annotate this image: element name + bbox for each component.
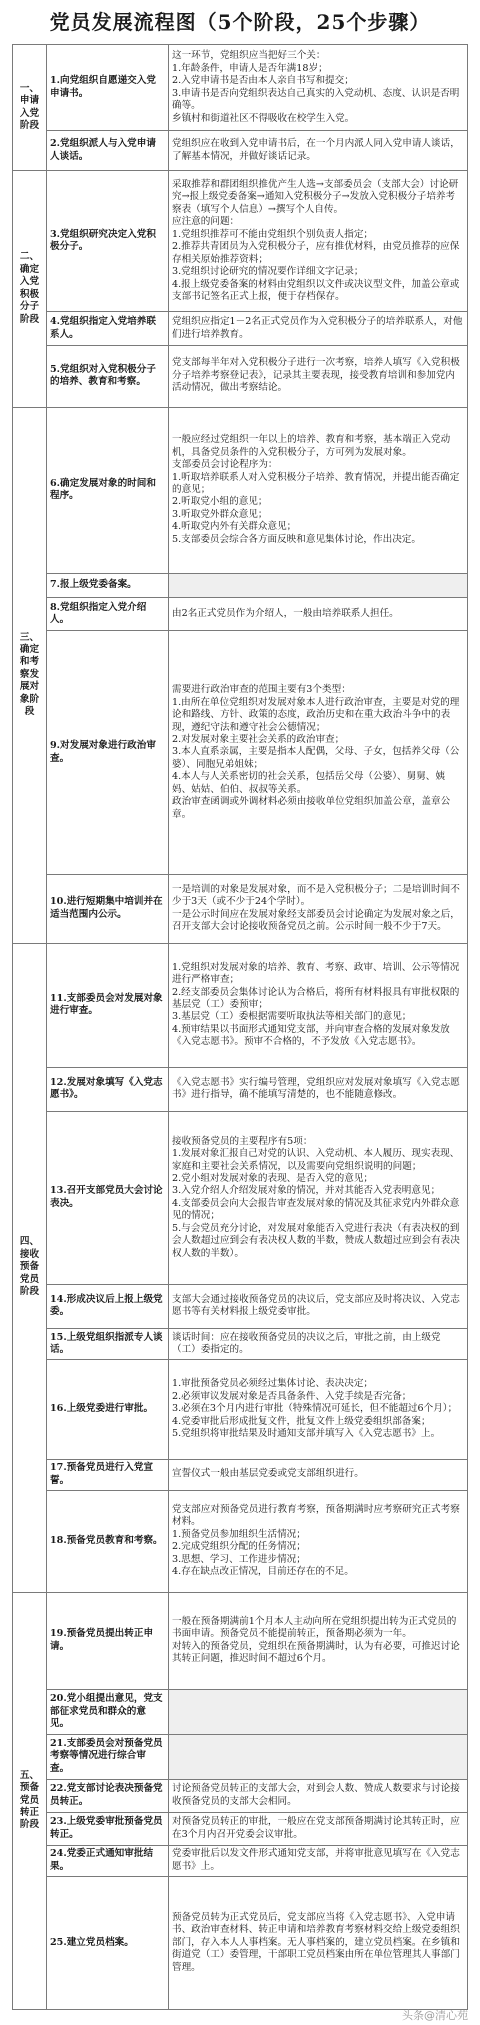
step-label: 2.党组织派人与入党申请人谈话。	[47, 131, 169, 171]
document-title: 党员发展流程图（5个阶段，25个步骤）	[49, 10, 431, 34]
detail-line: 政治审查函调或外调材料必须由接收单位党组织加盖公章，盖章公章。	[172, 796, 451, 820]
detail-line: 2.入党申请书是否由本人亲自书写和提交；	[172, 75, 354, 87]
flow-row	[13, 1067, 468, 1111]
step-detail	[169, 1360, 468, 1460]
step-label: 7.报上级党委备案。	[47, 573, 169, 597]
step-detail	[169, 1845, 468, 1876]
flow-row	[13, 1329, 468, 1360]
detail-line: 1.党组织对发展对象的培养、教育、考察、政审、培训、公示等情况进行严格审查；	[172, 961, 460, 986]
detail-line: 对转入的预备党员，党组织在预备期满时，认为有必要，可推迟讨论其转正问题，推迟时间不超过6个月。	[172, 1640, 460, 1665]
flow-row	[13, 943, 468, 1067]
step-detail	[169, 1067, 468, 1111]
flow-row	[13, 1845, 468, 1876]
stage-label: 五、预备党员转正阶段	[13, 1592, 47, 2009]
step-detail	[169, 1112, 468, 1285]
detail-line: 《入党志愿书》实行编号管理，党组织应对发展对象填写《入党志愿书》进行指导，确不能填写清楚的，也不能随意修改。	[172, 1076, 460, 1101]
step-label: 15.上级党组织指派专人谈话。	[47, 1329, 169, 1360]
flow-row	[13, 1779, 468, 1812]
detail-line: 5.支部委员会综合各方面反映和意见集体讨论，作出决定。	[172, 533, 421, 545]
step-label: 20.党小组提出意见，党支部征求党员和群众的意见。	[47, 1690, 169, 1735]
step-label: 17.预备党员进行入党宣誓。	[47, 1459, 169, 1490]
step-detail	[169, 1690, 468, 1735]
step-label: 13.召开支部党员大会讨论表决。	[47, 1112, 169, 1285]
detail-line: 4.支部委员会向大会报告审查发展对象的情况及其征求党内外群众意见的情况；	[172, 1197, 460, 1222]
step-label: 9.对发展对象进行政治审查。	[47, 631, 169, 875]
detail-line: 党组织应指定1－2名正式党员作为入党积极分子的培养联系人，对他们进行培养教育。	[172, 316, 463, 340]
step-label: 21.支部委员会对预备党员考察等情况进行综合审查。	[47, 1734, 169, 1779]
detail-line: 应注意的问题：	[172, 216, 240, 228]
step-detail	[169, 1490, 468, 1592]
flow-row	[13, 1360, 468, 1460]
flow-row	[13, 45, 468, 131]
detail-line: 2.经支部委员会集体讨论认为合格后，将所有材料报具有审批权限的基层党（工）委预审；	[172, 986, 460, 1010]
detail-line: 2.必须审议发展对象是否具备条件、入党手续是否完备；	[172, 1390, 412, 1402]
detail-line: 1.由所在单位党组织对发展对象本人进行政治审查，主要是对党的理论和路线、方针、政策的态度，政治历史和在重大政治斗争中的表现，遵纪守法和遵守社会公德情况；	[172, 696, 460, 733]
detail-line: 2.党小组对发展对象的表现、是否入党的意见；	[172, 1173, 374, 1184]
detail-line: 采取推荐和群团组织推优产生人选→支部委员会（支部大会）讨论研究→报上级党委备案→通知入党积极分子→发放入党积极分子培养考察表（填写个人信息）→撰写个人自传。	[172, 178, 459, 215]
detail-line: 支部大会通过接收预备党员的决议后，党支部应及时将决议、入党志愿书等有关材料报上级党委审批。	[172, 1294, 460, 1318]
detail-line: 4.存在缺点改正情况，目前还存在的不足。	[172, 1566, 354, 1578]
step-label: 4.党组织指定入党培养联系人。	[47, 312, 169, 345]
detail-line: 对预备党员转正的审批，一般应在党支部预备期满讨论其转正时，应在3个月内召开党委会议审批。	[172, 1816, 460, 1840]
detail-line: 2.听取党小组的意见；	[172, 496, 268, 508]
step-detail	[169, 1779, 468, 1812]
step-detail	[169, 631, 468, 875]
step-detail	[169, 598, 468, 631]
detail-line: 3.思想、学习、工作进步情况；	[172, 1553, 306, 1565]
step-label: 8.党组织指定入党介绍人。	[47, 598, 169, 631]
step-detail	[169, 1812, 468, 1845]
detail-line: 讨论预备党员转正的支部大会，对到会人数、赞成人数要求与讨论接收预备党员的支部大会相同。	[172, 1783, 460, 1807]
detail-line: 乡镇村和街道社区不得吸收在校学生入党。	[172, 112, 355, 124]
detail-line: 一般在预备期满前1个月本人主动向所在党组织提出转为正式党员的书面申请。预备党员不能提前转正，预备期必须为一年。	[172, 1615, 457, 1640]
step-label: 12.发展对象填写《入党志愿书》。	[47, 1067, 169, 1111]
detail-line: 5.党组织将审批结果及时通知支部并填写入《入党志愿书》上。	[172, 1428, 441, 1440]
detail-line: 支部委员会讨论程序为：	[172, 459, 278, 471]
step-detail	[169, 45, 468, 131]
detail-line: 3.入党介绍人介绍发展对象的情况，并对其能否入党表明意见；	[172, 1185, 441, 1197]
flow-row	[13, 171, 468, 312]
flow-row	[13, 1284, 468, 1328]
detail-line: 4.听取党内外有关群众意见；	[172, 521, 297, 533]
step-label: 23.上级党委审批预备党员转正。	[47, 1812, 169, 1845]
step-label: 11.支部委员会对发展对象进行审查。	[47, 943, 169, 1067]
step-label: 5.党组织对入党积极分子的培养、教育和考察。	[47, 345, 169, 407]
detail-line: 接收预备党员的主要程序有5项：	[172, 1135, 313, 1147]
flow-row	[13, 631, 468, 875]
stage-label: 一、申请入党阶段	[13, 45, 47, 171]
flow-row	[13, 1592, 468, 1689]
detail-line: 5.与会党员充分讨论，对发展对象能否入党进行表决（有表决权的到会人数超过应到会有表决权人数的半数，赞成人数超过应到会有表决权人数的半数）。	[172, 1222, 460, 1259]
detail-line: 党支部每半年对入党积极分子进行一次考察，培养人填写《入党积极分子培养考察登记表》，记录其主要表现，接受教育培训和参加党内活动情况，做出考察结论。	[172, 357, 460, 394]
step-detail	[169, 407, 468, 573]
step-label: 3.党组织研究决定入党积极分子。	[47, 171, 169, 312]
detail-line: 3.本人直系亲属，主要是指本人配偶，父母、子女，包括养父母（公婆）、同胞兄弟姐妹；	[172, 746, 460, 770]
step-label: 24.党委正式通知审批结果。	[47, 1845, 169, 1876]
flow-row	[13, 407, 468, 573]
flow-row	[13, 1459, 468, 1490]
detail-line: 党组织应在收到入党申请书后，在一个月内派人同入党申请人谈话，了解基本情况，并做好谈话记录。	[172, 138, 460, 162]
detail-line: 宣誓仪式一般由基层党委或党支部组织进行。	[172, 1468, 364, 1480]
step-label: 1.向党组织自愿递交入党申请书。	[47, 45, 169, 131]
flow-row	[13, 131, 468, 171]
step-detail	[169, 1876, 468, 2009]
detail-line: 4.党委审批后形成批复文件，批复文件上级党委组织部备案；	[172, 1415, 431, 1427]
stage-label: 二、确定入党积极分子阶段	[13, 171, 47, 408]
step-label: 10.进行短期集中培训并在适当范围内公示。	[47, 875, 169, 944]
flow-row	[13, 1876, 468, 2009]
detail-line: 4.本人与人关系密切的社会关系，包括岳父母（公婆）、舅舅、姨妈、姑姑、伯伯、叔叔等关系。	[172, 771, 445, 795]
flow-row	[13, 1490, 468, 1592]
detail-line: 4.报上级党委备案的材料由党组织以文件或决议型文件，加盖公章或支部书记签名正式上报，便于存档保存。	[172, 278, 460, 303]
flow-row	[13, 1812, 468, 1845]
detail-line: 1.党组织推荐可不能由党组织个别负责人指定；	[172, 228, 374, 240]
detail-line: 4.预审结果以书面形式通知党支部，并向审查合格的发展对象发放《入党志愿书》。预审不合格的，不予发放《入党志愿书》。	[172, 1023, 450, 1048]
detail-line: 1.年龄条件，申请人是否年满18岁；	[172, 62, 328, 74]
detail-line: 预备党员转为正式党员后，党支部应当将《入党志愿书》、入党申请书、政治审查材料、转正申请和培养教育考察材料交给上级党委组织部门，存入本人人事档案。无人事档案的，建立党员档案。在乡镇和街道党（工）委管理，干部职工党员档案由所在单位管理其人事部门管理。	[172, 1911, 460, 1973]
detail-line: 3.基层党（工）委根据需要听取执法等相关部门的意见；	[172, 1011, 412, 1023]
detail-line: 2.完成党组织分配的任务情况；	[172, 1541, 306, 1553]
detail-line: 一是培训的对象是发展对象，而不是入党积极分子；二是培训时间不少于3天（或不少于24个学时）。	[172, 883, 460, 908]
detail-line: 谈话时间：应在接收预备党员的决议之后，审批之前，由上级党（工）委指定的。	[172, 1331, 441, 1356]
detail-line: 3.党组织讨论研究的情况要作详细文字记录；	[172, 266, 364, 278]
step-detail	[169, 171, 468, 312]
step-detail	[169, 943, 468, 1067]
flow-row	[13, 875, 468, 944]
detail-line: 3.必须在3个月内进行审批（特殊情况可延长，但不能超过6个月）；	[172, 1403, 458, 1415]
flow-row	[13, 1112, 468, 1285]
step-label: 22.党支部讨论表决预备党员转正。	[47, 1779, 169, 1812]
detail-line: 党支部应对预备党员进行教育考察，预备期满时应考察研究正式考察材料。	[172, 1503, 460, 1528]
detail-line: 1.审批预备党员必须经过集体讨论、表决决定；	[172, 1378, 374, 1390]
detail-line: 这一环节，党组织应当把好三个关：	[172, 50, 326, 62]
step-label: 6.确定发展对象的时间和程序。	[47, 407, 169, 573]
detail-line: 由2名正式党员作为介绍人，一般由培养联系人担任。	[172, 608, 399, 620]
detail-line: 2.推荐共青团员为入党积极分子，应有推优材料，由党员推荐的应保存相关原始推荐资料；	[172, 241, 460, 265]
stage-label: 三、确定和考察发展对象阶段	[13, 407, 47, 943]
step-detail	[169, 345, 468, 407]
flow-row	[13, 598, 468, 631]
step-detail	[169, 131, 468, 171]
detail-line: 3.申请书是否向党组织表达自己真实的入党动机、态度、认识是否明确等。	[172, 87, 460, 112]
step-detail	[169, 1734, 468, 1779]
step-label: 19.预备党员提出转正申请。	[47, 1592, 169, 1689]
flow-row	[13, 1690, 468, 1735]
detail-line: 2.对发展对象主要社会关系的政治审查；	[172, 734, 345, 746]
watermark: 头条@清心苑	[402, 2009, 468, 2022]
flow-row	[13, 345, 468, 407]
detail-line: 1.预备党员参加组织生活情况；	[172, 1528, 306, 1540]
step-label: 14.形成决议后上报上级党委。	[47, 1284, 169, 1328]
flow-row	[13, 312, 468, 345]
step-detail	[169, 573, 468, 597]
step-detail	[169, 1459, 468, 1490]
flow-row	[13, 1734, 468, 1779]
stage-label: 四、接收预备党员阶段	[13, 943, 47, 1592]
detail-line: 1.发展对象汇报自己对党的认识、入党动机、本人履历、现实表现、家庭和主要社会关系情况，以及需要向党组织说明的问题；	[172, 1148, 460, 1172]
step-detail	[169, 312, 468, 345]
flowchart-table	[12, 44, 468, 2010]
step-label: 25.建立党员档案。	[47, 1876, 169, 2009]
detail-line: 需要进行政治审查的范围主要有3个类型：	[172, 684, 351, 696]
detail-line: 1.听取培养联系人对入党积极分子培养、教育情况，并提出能否确定的意见；	[172, 471, 460, 496]
step-detail	[169, 1284, 468, 1328]
detail-line: 党委审批后以发文件形式通知党支部，并将审批意见填写在《入党志愿书》上。	[172, 1848, 460, 1872]
detail-line: 3.听取党外群众意见；	[172, 508, 268, 520]
step-detail	[169, 1592, 468, 1689]
step-label: 16.上级党委进行审批。	[47, 1360, 169, 1460]
flow-row	[13, 573, 468, 597]
step-label: 18.预备党员教育和考察。	[47, 1490, 169, 1592]
detail-line: 一般应经过党组织一年以上的培养、教育和考察，基本端正入党动机，具备党员条件的入党积极分子，方可列为发展对象。	[172, 434, 451, 458]
detail-line: 一是公示时间应在发展对象经支部委员会讨论确定为发展对象之后，召开支部大会讨论接收预备党员之前。公示时间一般不少于7天。	[172, 908, 460, 933]
step-detail	[169, 1329, 468, 1360]
step-detail	[169, 875, 468, 944]
